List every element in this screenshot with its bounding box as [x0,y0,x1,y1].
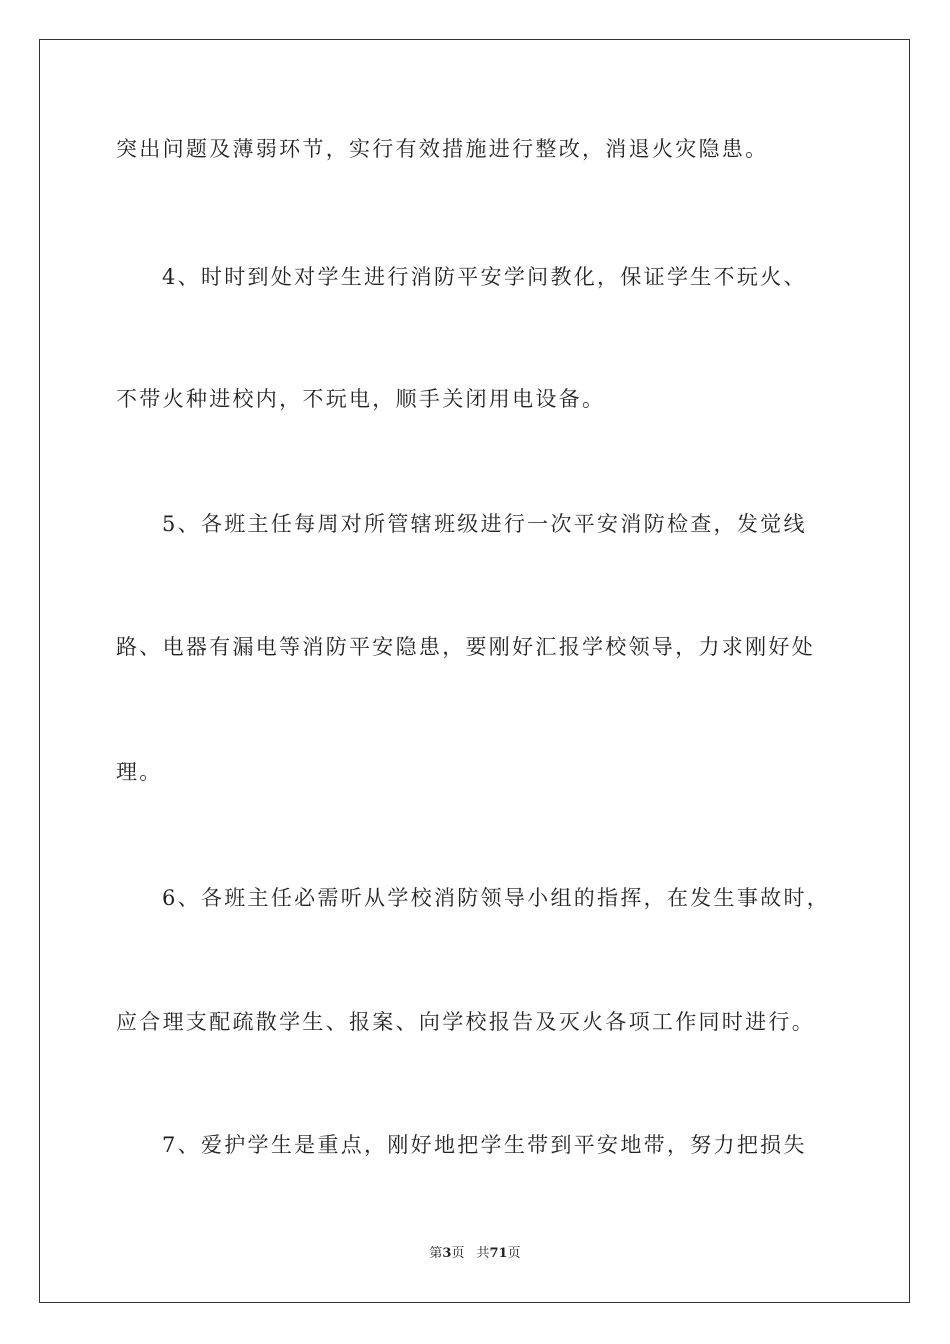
page-suffix: 页 [451,1246,465,1261]
text-line-6: 理。 [116,760,163,784]
text-line-4: 5、各班主任每周对所管辖班级进行一次平安消防检查，发觉线 [162,512,807,536]
total-prefix: 共 [476,1246,490,1261]
total-suffix: 页 [507,1246,521,1261]
page-border [39,39,910,1303]
text-line-2: 4、时时到处对学生进行消防平安学问教化，保证学生不玩火、 [162,265,807,289]
text-line-1: 突出问题及薄弱环节，实行有效措施进行整改，消退火灾隐患。 [116,137,769,161]
text-line-8: 应合理支配疏散学生、报案、向学校报告及灭火各项工作同时进行。 [116,1010,815,1034]
text-line-5: 路、电器有漏电等消防平安隐患，要刚好汇报学校领导，力求刚好处 [116,635,815,659]
page-footer [0,1245,950,1263]
text-line-9: 7、爱护学生是重点，刚好地把学生带到平安地带，努力把损失 [162,1133,807,1157]
text-line-7: 6、各班主任必需听从学校消防领导小组的指挥，在发生事故时， [162,886,831,910]
total-pages: 71 [489,1246,508,1261]
page-number: 3 [442,1246,452,1261]
text-line-3: 不带火种进校内，不玩电，顺手关闭用电设备。 [116,387,606,411]
page-prefix: 第 [429,1246,443,1261]
